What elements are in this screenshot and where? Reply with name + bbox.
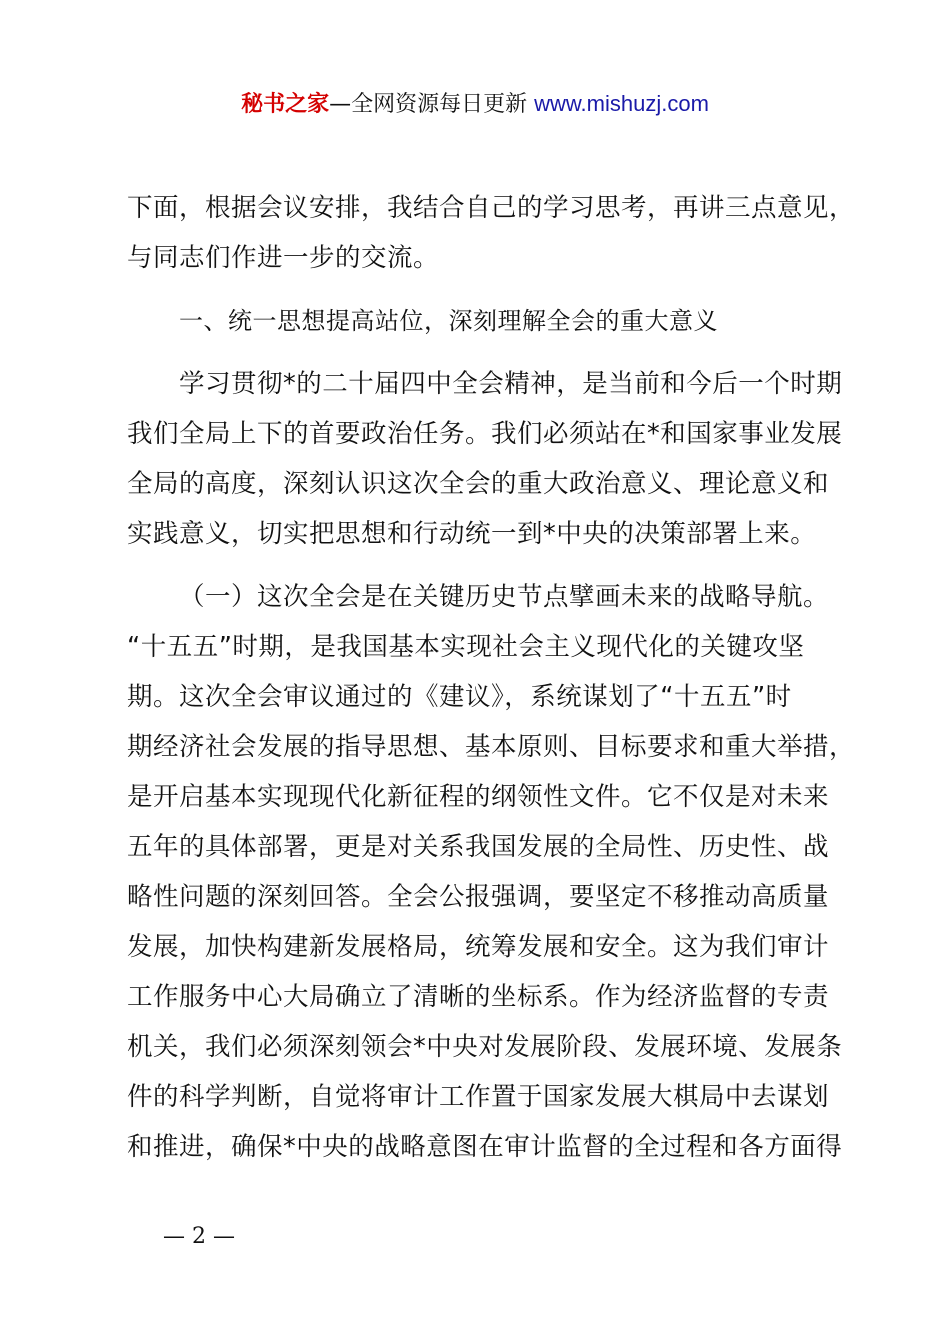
text-line: 学习贯彻*的二十届四中全会精神，是当前和今后一个时期 xyxy=(179,369,843,399)
header-tagline: —全网资源每日更新 xyxy=(329,92,535,117)
text-line: 五年的具体部署，更是对关系我国发展的全局性、历史性、战 xyxy=(127,832,830,862)
text-line: 略性问题的深刻回答。全会公报强调，要坚定不移推动高质量 xyxy=(127,882,830,912)
site-url-link[interactable]: www.mishuzj.com xyxy=(534,91,709,116)
page-number: — 2 — xyxy=(163,1224,235,1249)
text-line: 实践意义，切实把思想和行动统一到*中央的决策部署上来。 xyxy=(127,519,817,549)
paragraph-intro xyxy=(127,183,856,283)
text-line: 机关，我们必须深刻领会*中央对发展阶段、发展环境、发展条 xyxy=(127,1032,843,1062)
text-line: 是开启基本实现现代化新征程的纲领性文件。它不仅是对未来 xyxy=(127,782,830,812)
text-line: 与同志们作进一步的交流。 xyxy=(127,243,440,273)
text-line: 件的科学判断，自觉将审计工作置于国家发展大棋局中去谋划 xyxy=(127,1082,830,1112)
text-line: “十五五”时期，是我国基本实现社会主义现代化的关键攻坚 xyxy=(127,632,805,662)
text-line: 全局的高度，深刻认识这次全会的重大政治意义、理论意义和 xyxy=(127,469,830,499)
text-line: 和推进，确保*中央的战略意图在审计监督的全过程和各方面得 xyxy=(127,1132,843,1162)
text-line: 下面，根据会议安排，我结合自己的学习思考，再讲三点意见， xyxy=(127,193,856,223)
text-line: 期经济社会发展的指导思想、基本原则、目标要求和重大举措， xyxy=(127,732,856,762)
text-line: 工作服务中心大局确立了清晰的坐标系。作为经济监督的专责 xyxy=(127,982,830,1012)
page-header xyxy=(0,88,950,121)
text-line: （一）这次全会是在关键历史节点擘画未来的战略导航。 xyxy=(179,582,830,612)
paragraph-study xyxy=(127,359,843,559)
text-line: 我们全局上下的首要政治任务。我们必须站在*和国家事业发展 xyxy=(127,419,843,449)
paragraph-strategy xyxy=(127,572,856,1172)
brand-name: 秘书之家 xyxy=(241,92,330,117)
text-line: 期。这次全会审议通过的《建议》，系统谋划了“十五五”时 xyxy=(127,682,792,712)
document-body xyxy=(127,183,856,1172)
text-line: 发展，加快构建新发展格局，统筹发展和安全。这为我们审计 xyxy=(127,932,830,962)
section-heading: 一、统一思想提高站位，深刻理解全会的重大意义 xyxy=(179,307,718,335)
